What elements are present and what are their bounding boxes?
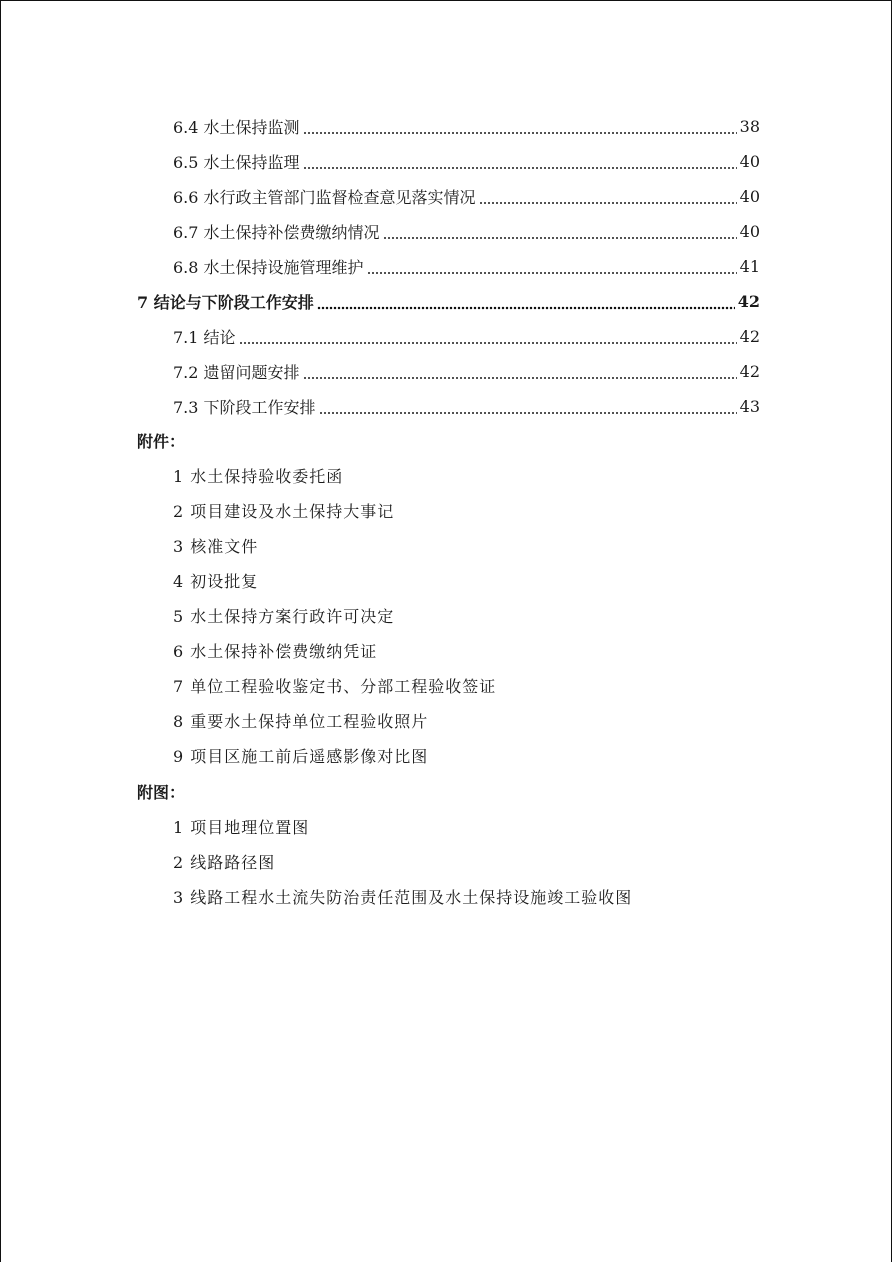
toc-entry-page: 40 bbox=[739, 222, 760, 241]
toc-entry-label: 6.4 水土保持监测 bbox=[173, 118, 300, 137]
dot-leader bbox=[303, 354, 737, 389]
dot-leader bbox=[479, 179, 737, 214]
attachment-item[interactable]: 7 单位工程验收鉴定书、分部工程验收签证 bbox=[173, 677, 497, 696]
toc-entry-label: 6.7 水土保持补偿费缴纳情况 bbox=[173, 223, 380, 242]
attachments-heading: 附件： bbox=[137, 432, 186, 451]
figure-item[interactable]: 3 线路工程水土流失防治责任范围及水土保持设施竣工验收图 bbox=[173, 888, 633, 907]
attachment-item[interactable]: 9 项目区施工前后遥感影像对比图 bbox=[173, 747, 429, 766]
figure-item[interactable]: 1 项目地理位置图 bbox=[173, 818, 310, 837]
attachment-item[interactable]: 4 初设批复 bbox=[173, 572, 259, 591]
dot-leader bbox=[383, 214, 737, 249]
toc-entry-7-3[interactable] bbox=[173, 389, 760, 424]
toc-entry-page: 40 bbox=[739, 152, 760, 171]
dot-leader bbox=[303, 109, 737, 144]
attachment-item[interactable]: 2 项目建设及水土保持大事记 bbox=[173, 502, 395, 521]
toc-entry-7-2[interactable] bbox=[173, 354, 760, 389]
toc-entry-6-6[interactable] bbox=[173, 179, 760, 214]
attachment-item[interactable]: 6 水土保持补偿费缴纳凭证 bbox=[173, 642, 378, 661]
toc-entry-label: 7 结论与下阶段工作安排 bbox=[137, 293, 314, 312]
dot-leader bbox=[319, 389, 737, 424]
toc-entry-label: 7.3 下阶段工作安排 bbox=[173, 398, 316, 417]
toc-entry-label: 7.2 遗留问题安排 bbox=[173, 363, 300, 382]
toc-entry-label: 6.5 水土保持监理 bbox=[173, 153, 300, 172]
attachment-item[interactable]: 1 水土保持验收委托函 bbox=[173, 467, 344, 486]
attachment-item[interactable]: 3 核准文件 bbox=[173, 537, 259, 556]
attachment-item[interactable]: 8 重要水土保持单位工程验收照片 bbox=[173, 712, 429, 731]
toc-entry-label: 6.8 水土保持设施管理维护 bbox=[173, 258, 364, 277]
toc-entry-7-1[interactable] bbox=[173, 319, 760, 354]
toc-entry-page: 42 bbox=[739, 327, 760, 346]
dot-leader bbox=[317, 284, 735, 319]
figures-heading: 附图： bbox=[137, 783, 186, 802]
toc-entry-page: 42 bbox=[739, 362, 760, 381]
toc-entry-label: 6.6 水行政主管部门监督检查意见落实情况 bbox=[173, 188, 476, 207]
toc-entry-6-8[interactable] bbox=[173, 249, 760, 284]
toc-entry-6-5[interactable] bbox=[173, 144, 760, 179]
toc-entry-page: 41 bbox=[739, 257, 760, 276]
toc-entry-6-4[interactable] bbox=[173, 109, 760, 144]
toc-entry-page: 43 bbox=[739, 397, 760, 416]
dot-leader bbox=[303, 144, 737, 179]
attachment-item[interactable]: 5 水土保持方案行政许可决定 bbox=[173, 607, 395, 626]
toc-entry-page: 38 bbox=[739, 117, 760, 136]
dot-leader bbox=[239, 319, 737, 354]
figure-item[interactable]: 2 线路路径图 bbox=[173, 853, 276, 872]
toc-entry-label: 7.1 结论 bbox=[173, 328, 236, 347]
toc-entry-page: 40 bbox=[739, 187, 760, 206]
toc-entry-page: 42 bbox=[737, 292, 760, 311]
dot-leader bbox=[367, 249, 737, 284]
toc-entry-7[interactable] bbox=[137, 284, 760, 319]
toc-entry-6-7[interactable] bbox=[173, 214, 760, 249]
